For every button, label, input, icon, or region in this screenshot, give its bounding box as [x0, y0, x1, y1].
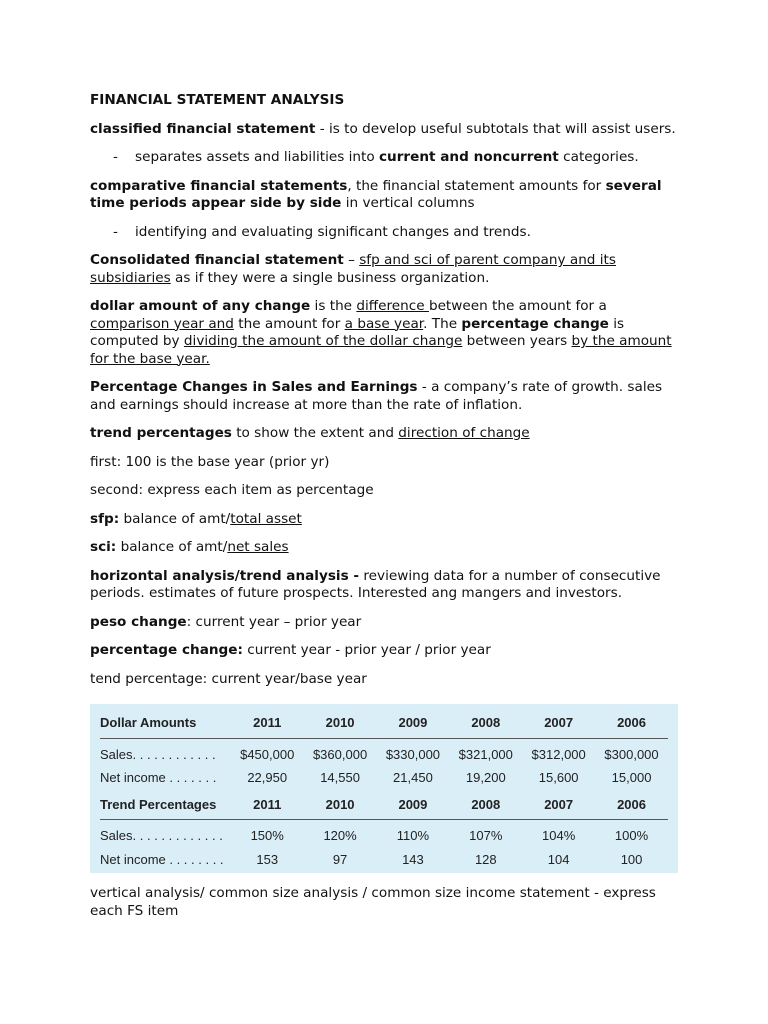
trend-percentages-header-row [100, 790, 668, 820]
text: to show the extent and [231, 425, 399, 441]
bullet-item [90, 149, 680, 167]
paragraph-horizontal-analysis [90, 568, 680, 603]
paragraph-first: first: 100 is the base year (prior yr) [90, 453, 330, 470]
paragraph-sfp [90, 511, 680, 529]
table-header-cell: 2007 [522, 708, 595, 738]
text: : current year – prior year [186, 613, 362, 630]
underlined-text: a base year [344, 315, 424, 332]
table-cell: $300,000 [604, 746, 659, 762]
table-cell: 15,000 [611, 770, 652, 785]
table-header-cell: 2009 [377, 708, 450, 738]
term: percentage change: [90, 642, 243, 658]
term: horizontal analysis/trend analysis - [90, 567, 360, 584]
text: , the financial statement amounts for [347, 177, 606, 194]
table-header-cell: Trend Percentages [100, 790, 231, 820]
term: trend percentages [90, 425, 232, 441]
table-header-cell: 2006 [595, 790, 668, 820]
table-cell: Sales. . . . . . . . . . . . . [100, 828, 223, 843]
table-cell: 97 [332, 851, 348, 867]
underlined-text: difference [356, 298, 429, 314]
term: percentage change [461, 315, 609, 332]
paragraph-trend-percentages [90, 425, 680, 443]
document-title: FINANCIAL STATEMENT ANALYSIS [90, 92, 345, 108]
table-cell: 120% [323, 828, 357, 843]
term: peso change [90, 613, 187, 630]
text: is computed by [90, 315, 625, 349]
term: classified financial statement [90, 120, 316, 137]
table-cell: Sales. . . . . . . . . . . . [100, 746, 216, 762]
paragraph-comparative [90, 178, 680, 213]
term: comparative financial statements [90, 177, 348, 194]
table-cell: 100 [620, 851, 643, 867]
table-header-cell: 2008 [449, 790, 522, 820]
term: Percentage Changes in Sales and Earnings [90, 379, 418, 395]
text: as if they were a single business organization. [170, 269, 490, 286]
text: balance of amt/ [116, 539, 228, 555]
table-header-cell: Dollar Amounts [100, 708, 231, 738]
underlined-text: total asset [230, 510, 302, 527]
text: identifying and evaluating significant changes and trends. [135, 223, 531, 240]
table-header-cell: 2011 [231, 708, 304, 738]
table-cell: 110% [396, 828, 430, 843]
table-cell: 100% [614, 828, 649, 843]
table-header-cell: 2011 [231, 790, 304, 820]
paragraph-percentage-change [90, 642, 680, 660]
term: current and noncurrent [378, 149, 559, 165]
underlined-text: sfp and sci of parent company and its subsidiaries [90, 252, 616, 286]
term: sci: [90, 539, 117, 555]
paragraph-consolidated [90, 252, 680, 287]
table-cell: Net income . . . . . . . [100, 770, 217, 785]
text: . The [423, 315, 462, 332]
text: in vertical columns [341, 195, 475, 211]
term: dollar amount of any change [90, 298, 311, 314]
table-cell: 14,550 [320, 770, 360, 785]
paragraph-percentage-changes [90, 379, 680, 414]
table-row [100, 738, 668, 766]
table-cell: $312,000 [531, 746, 586, 762]
term: several time periods appear side by side [90, 177, 662, 211]
table-row [100, 820, 668, 848]
paragraph-classified [90, 121, 680, 139]
dash-bullet: - [113, 223, 118, 240]
table-cell: 104% [542, 828, 576, 843]
text: reviewing data for a number of consecutive periods. estimates of future prospects. Interested ang mangers and investors. [90, 567, 661, 601]
table-cell: 128 [474, 851, 497, 867]
table-header-cell: 2007 [522, 790, 595, 820]
table-header-cell: 2010 [304, 790, 377, 820]
table-cell: $360,000 [312, 746, 368, 762]
term: Consolidated financial statement [90, 252, 344, 268]
text: between years [462, 333, 572, 349]
text: separates assets and liabilities into [135, 149, 379, 165]
paragraph-sci [90, 539, 680, 557]
text: the amount for [233, 315, 345, 332]
table-cell: 143 [402, 851, 424, 867]
text: between the amount for a [428, 298, 607, 314]
table-header-cell: 2006 [595, 708, 668, 738]
table-cell: $330,000 [385, 746, 441, 762]
underlined-text: by the amount for the base year. [90, 333, 672, 367]
text: balance of amt/ [119, 510, 231, 527]
paragraph-vertical-analysis: vertical analysis/ common size analysis / common size income statement - express each FS item [90, 885, 656, 919]
paragraph-tend-percentage: tend percentage: current year/base year [90, 670, 367, 687]
text: current year - prior year / prior year [242, 642, 491, 658]
underlined-text: dividing the amount of the dollar change [183, 333, 463, 349]
table-cell: 150% [250, 828, 284, 843]
text: - a company’s rate of growth. sales and earnings should increase at more than the rate of inflation. [90, 379, 663, 413]
paragraph-second: second: express each item as percentage [90, 482, 374, 498]
table-cell: 21,450 [393, 770, 433, 785]
paragraph-peso-change [90, 614, 680, 632]
trend-table-image [90, 704, 678, 873]
trend-table [100, 708, 668, 871]
table-header-cell: 2009 [377, 790, 450, 820]
text: is the [310, 298, 357, 314]
term: sfp: [90, 510, 120, 527]
dash-bullet: - [113, 149, 118, 165]
document-body [90, 92, 680, 931]
underlined-text: comparison year and [90, 315, 234, 332]
text: - is to develop useful subtotals that will assist users. [315, 120, 676, 137]
text: – [343, 252, 360, 268]
underlined-text: direction of change [398, 425, 530, 441]
text: categories. [558, 149, 639, 165]
bullet-item [90, 224, 680, 242]
table-cell: $450,000 [240, 746, 295, 762]
dollar-amounts-header-row [100, 708, 668, 738]
table-cell: 19,200 [465, 770, 506, 785]
underlined-text: net sales [227, 539, 289, 555]
table-row [100, 766, 668, 790]
table-cell: 15,600 [538, 770, 579, 785]
table-header-cell: 2010 [304, 708, 377, 738]
table-cell: 104 [547, 851, 570, 867]
table-cell: 153 [256, 851, 279, 867]
table-cell: 22,950 [247, 770, 288, 785]
table-cell: 107% [469, 828, 503, 843]
table-row [100, 848, 668, 872]
table-cell: Net income . . . . . . . . [100, 851, 224, 867]
paragraph-dollar-change [90, 298, 680, 368]
table-header-cell: 2008 [449, 708, 522, 738]
table-cell: $321,000 [458, 746, 513, 762]
